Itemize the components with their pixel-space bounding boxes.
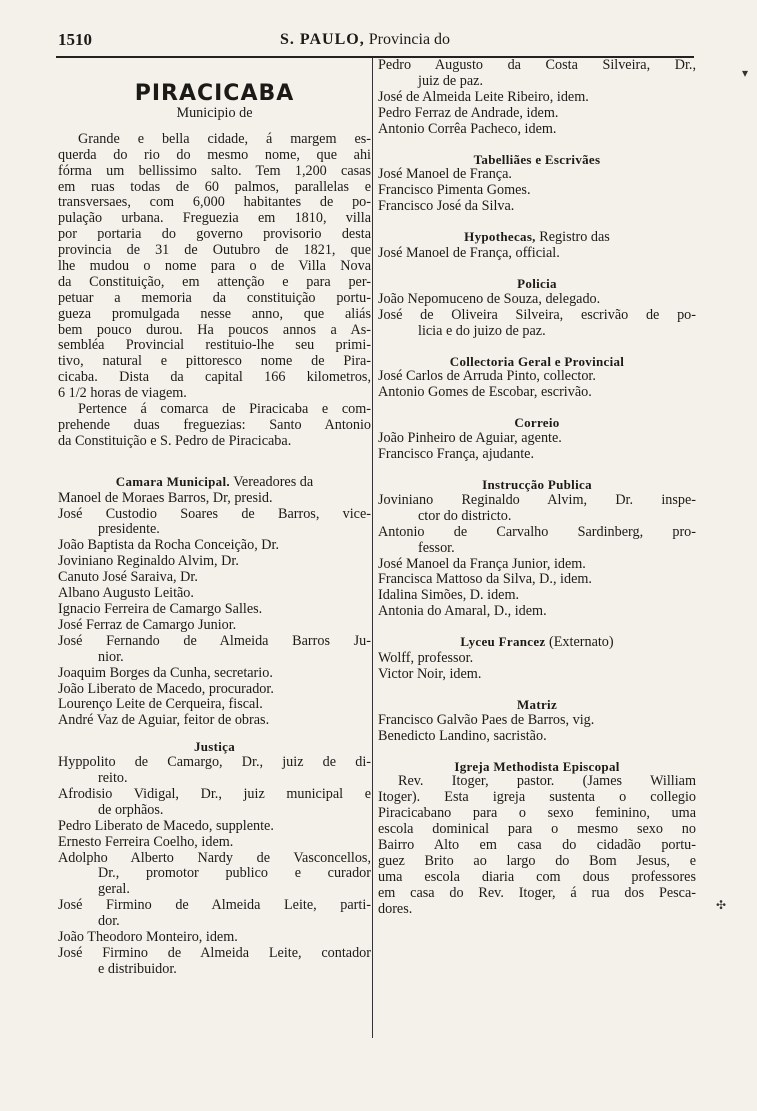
igreja-line: dores. <box>378 901 413 917</box>
igreja-line: escola dominical para o mesmo sexo no <box>378 822 696 838</box>
camara-line: Joviniano Reginaldo Alvim, Dr. <box>58 554 239 570</box>
tabelliao-line: José Manoel de França. <box>378 167 512 183</box>
description-line: pulação urbana. Freguezia em 1810, villa <box>58 211 371 227</box>
camara-line: Lourenço Leite de Cerqueira, fiscal. <box>58 697 263 713</box>
running-title <box>280 31 450 49</box>
tabelliaes-title: Tabelliães e Escrivães <box>473 151 601 167</box>
camara-line: Ignacio Ferreira de Camargo Salles. <box>58 601 263 617</box>
igreja-line: uma escola diaria com dous professores <box>378 869 696 885</box>
camara-heading <box>58 474 371 491</box>
juiz-line: Pedro Augusto da Costa Silveira, Dr., <box>378 58 696 73</box>
comarca-line: Pertence á comarca de Piracicaba e com- <box>78 402 371 418</box>
policia-title: Policia <box>517 275 557 291</box>
camara-line: presidente. <box>98 522 160 538</box>
justica-list <box>58 755 371 978</box>
justica-line: Hyppolito de Camargo, Dr., juiz de di- <box>58 755 371 771</box>
lyceu-heading <box>378 634 696 651</box>
justica-line: Adolpho Alberto Nardy de Vasconcellos, <box>58 850 371 866</box>
instrucao-title: Instrucção Publica <box>482 477 592 492</box>
justica-line: de orphãos. <box>98 802 164 818</box>
justica-line: Pedro Liberato de Macedo, supplente. <box>58 818 274 834</box>
description-line: por portaria do governo provisorio desta <box>58 227 371 243</box>
instrucao-line: Joviniano Reginaldo Alvim, Dr. inspe- <box>378 492 696 508</box>
collectoria-title: Collectoria Geral e Provincial <box>449 353 625 369</box>
policia-line: João Nepomuceno de Souza, delegado. <box>378 291 601 307</box>
instrucao-line: Idalina Simões, D. idem. <box>378 588 520 604</box>
tabelliaes-list <box>378 167 696 215</box>
lyceu-note: (Externato) <box>549 634 614 651</box>
camara-line: Manoel de Moraes Barros, Dr, presid. <box>58 490 273 506</box>
description-line: em ruas todas de 60 palmos, parallelas e <box>58 179 371 195</box>
camara-list <box>58 491 371 730</box>
description-line: lhe mudou o nome para o de Villa Nova <box>58 259 371 275</box>
instrucao-line: ctor do districto. <box>418 508 512 524</box>
justica-line: e distribuidor. <box>98 961 177 977</box>
left-column <box>58 58 371 978</box>
juiz-line: juiz de paz. <box>418 73 483 89</box>
justica-line: José Firmino de Almeida Leite, parti- <box>58 898 371 914</box>
juiz-line: Pedro Ferraz de Andrade, idem. <box>378 105 559 121</box>
igreja-line: guez Brito ao largo do Bom Jesus, e <box>378 853 696 869</box>
juiz-line: José de Almeida Leite Ribeiro, idem. <box>378 89 589 105</box>
margin-ornament-icon: ✣ <box>716 898 727 912</box>
matriz-list <box>378 713 696 745</box>
correio-list <box>378 431 696 463</box>
city-title: PIRACICABA <box>134 81 295 106</box>
city-description <box>58 132 371 402</box>
lyceu-line: Victor Noir, idem. <box>378 666 482 682</box>
camara-line: José Fernando de Almeida Barros Ju- <box>58 633 371 649</box>
description-line: transversaes, com 6,000 habitantes de po- <box>58 195 371 211</box>
igreja-line: Bairro Alto em casa do cidadão portu- <box>378 838 696 854</box>
camara-line: Canuto José Saraiva, Dr. <box>58 570 198 586</box>
igreja-line: Itoger). Esta igreja sustenta o collegio <box>378 790 696 806</box>
camara-line: Albano Augusto Leitão. <box>58 586 194 602</box>
description-line: gueza promulgada nesse anno, que aliás <box>58 306 371 322</box>
column-divider <box>372 58 373 1038</box>
description-line: sembléa Provincial restituio-lhe seu primi- <box>58 338 371 354</box>
policia-list <box>378 292 696 340</box>
description-line: Grande e bella cidade, á margem es- <box>78 131 371 147</box>
right-column <box>378 58 696 918</box>
collectoria-list <box>378 369 696 401</box>
comarca-line: prehende duas freguezias: Santo Antonio <box>58 417 371 433</box>
description-line: querda do rio do mesmo nome, que ahi <box>58 147 371 163</box>
igreja-line: Piracicabano para o sexo feminino, uma <box>378 806 696 822</box>
correio-title: Correio <box>514 415 560 431</box>
policia-line: José de Oliveira Silveira, escrivão de po- <box>378 307 696 323</box>
lyceu-list <box>378 651 696 683</box>
hypothecas-note: Registro das <box>539 229 610 246</box>
justica-line: geral. <box>98 882 130 898</box>
igreja-paragraph <box>378 774 696 917</box>
description-line: bem pouco durou. Ha poucos annos a As- <box>58 322 371 338</box>
instrucao-line: José Manoel da França Junior, idem. <box>378 556 586 572</box>
margin-mark-icon: ▾ <box>742 66 749 80</box>
justica-line: dor. <box>98 914 120 930</box>
tabelliao-line: Francisco Pimenta Gomes. <box>378 183 531 199</box>
justica-line: Dr., promotor publico e curador <box>98 866 371 882</box>
hypotheca-line: José Manoel de França, official. <box>378 246 560 262</box>
justica-line: Ernesto Ferreira Coelho, idem. <box>58 834 234 850</box>
correio-line: João Pinheiro de Aguiar, agente. <box>378 431 562 447</box>
description-line: tivo, natural e pittoresco nome de Pira- <box>58 354 371 370</box>
instrucao-line: Antonio de Carvalho Sardinberg, pro- <box>378 524 696 540</box>
description-line: 6 1/2 horas de viagem. <box>58 386 187 402</box>
policia-line: licia e do juizo de paz. <box>418 323 546 339</box>
justica-line: José Firmino de Almeida Leite, contador <box>58 945 371 961</box>
correio-line: Francisco França, ajudante. <box>378 447 535 463</box>
justica-line: Afrodisio Vidigal, Dr., juiz municipal e <box>58 786 371 802</box>
camara-line: nior. <box>98 649 124 665</box>
collectoria-line: José Carlos de Arruda Pinto, collector. <box>378 369 596 385</box>
camara-line: Joaquim Borges da Cunha, secretario. <box>58 665 273 681</box>
description-line: petuar a memoria da constituição portu- <box>58 290 371 306</box>
running-subtitle: Provincia do <box>368 31 451 48</box>
matriz-line: Francisco Galvão Paes de Barros, vig. <box>378 712 595 728</box>
juizes-de-paz-list <box>378 58 696 138</box>
hypothecas-title: Hypothecas, <box>464 229 536 245</box>
instrucao-line: Antonia do Amaral, D., idem. <box>378 604 547 620</box>
tabelliao-line: Francisco José da Silva. <box>378 199 515 215</box>
lyceu-title: Lyceu Francez <box>460 634 546 650</box>
lyceu-line: Wolff, professor. <box>378 651 474 667</box>
municipio-label: Municipio de <box>176 106 253 121</box>
camara-note: Vereadores da <box>233 473 314 490</box>
igreja-line: Rev. Itoger, pastor. (James William <box>398 774 696 790</box>
hypothecas-heading <box>378 229 696 246</box>
collectoria-line: Antonio Gomes de Escobar, escrivão. <box>378 385 592 401</box>
camara-line: André Vaz de Aguiar, feitor de obras. <box>58 713 270 729</box>
justica-title: Justiça <box>193 739 236 755</box>
description-line: da Constituição, em attenção e para per- <box>58 274 371 290</box>
description-line: fórma um bellissimo salto. Tem 1,200 casas <box>58 163 371 179</box>
justica-line: João Theodoro Monteiro, idem. <box>58 930 238 946</box>
page-header <box>58 28 698 54</box>
juiz-line: Antonio Corrêa Pacheco, idem. <box>378 121 557 137</box>
justica-line: reito. <box>98 771 128 787</box>
description-line: cicaba. Dista da capital 166 kilometros, <box>58 370 371 386</box>
instrucao-list <box>378 493 696 620</box>
instrucao-line: fessor. <box>418 540 455 556</box>
matriz-line: Benedicto Landino, sacristão. <box>378 728 547 744</box>
igreja-title: Igreja Methodista Episcopal <box>454 758 620 774</box>
comarca-paragraph <box>58 402 371 450</box>
camara-title: Camara Municipal. <box>115 473 230 489</box>
running-title-bold: S. PAULO, <box>280 31 365 48</box>
camara-line: José Custodio Soares de Barros, vice- <box>58 506 371 522</box>
camara-line: José Ferraz de Camargo Junior. <box>58 617 237 633</box>
camara-line: João Liberato de Macedo, procurador. <box>58 681 274 697</box>
description-line: provincia de 31 de Outubro de 1821, que <box>58 243 371 259</box>
igreja-line: em casa do Rev. Itoger, á rua dos Pesca- <box>378 885 696 901</box>
comarca-line: da Constituição e S. Pedro de Piracicaba. <box>58 433 292 449</box>
page-number: 1510 <box>58 30 92 49</box>
camara-line: João Baptista da Rocha Conceição, Dr. <box>58 538 280 554</box>
hypothecas-list <box>378 246 696 262</box>
matriz-title: Matriz <box>516 696 558 712</box>
instrucao-line: Francisca Mattoso da Silva, D., idem. <box>378 572 592 588</box>
